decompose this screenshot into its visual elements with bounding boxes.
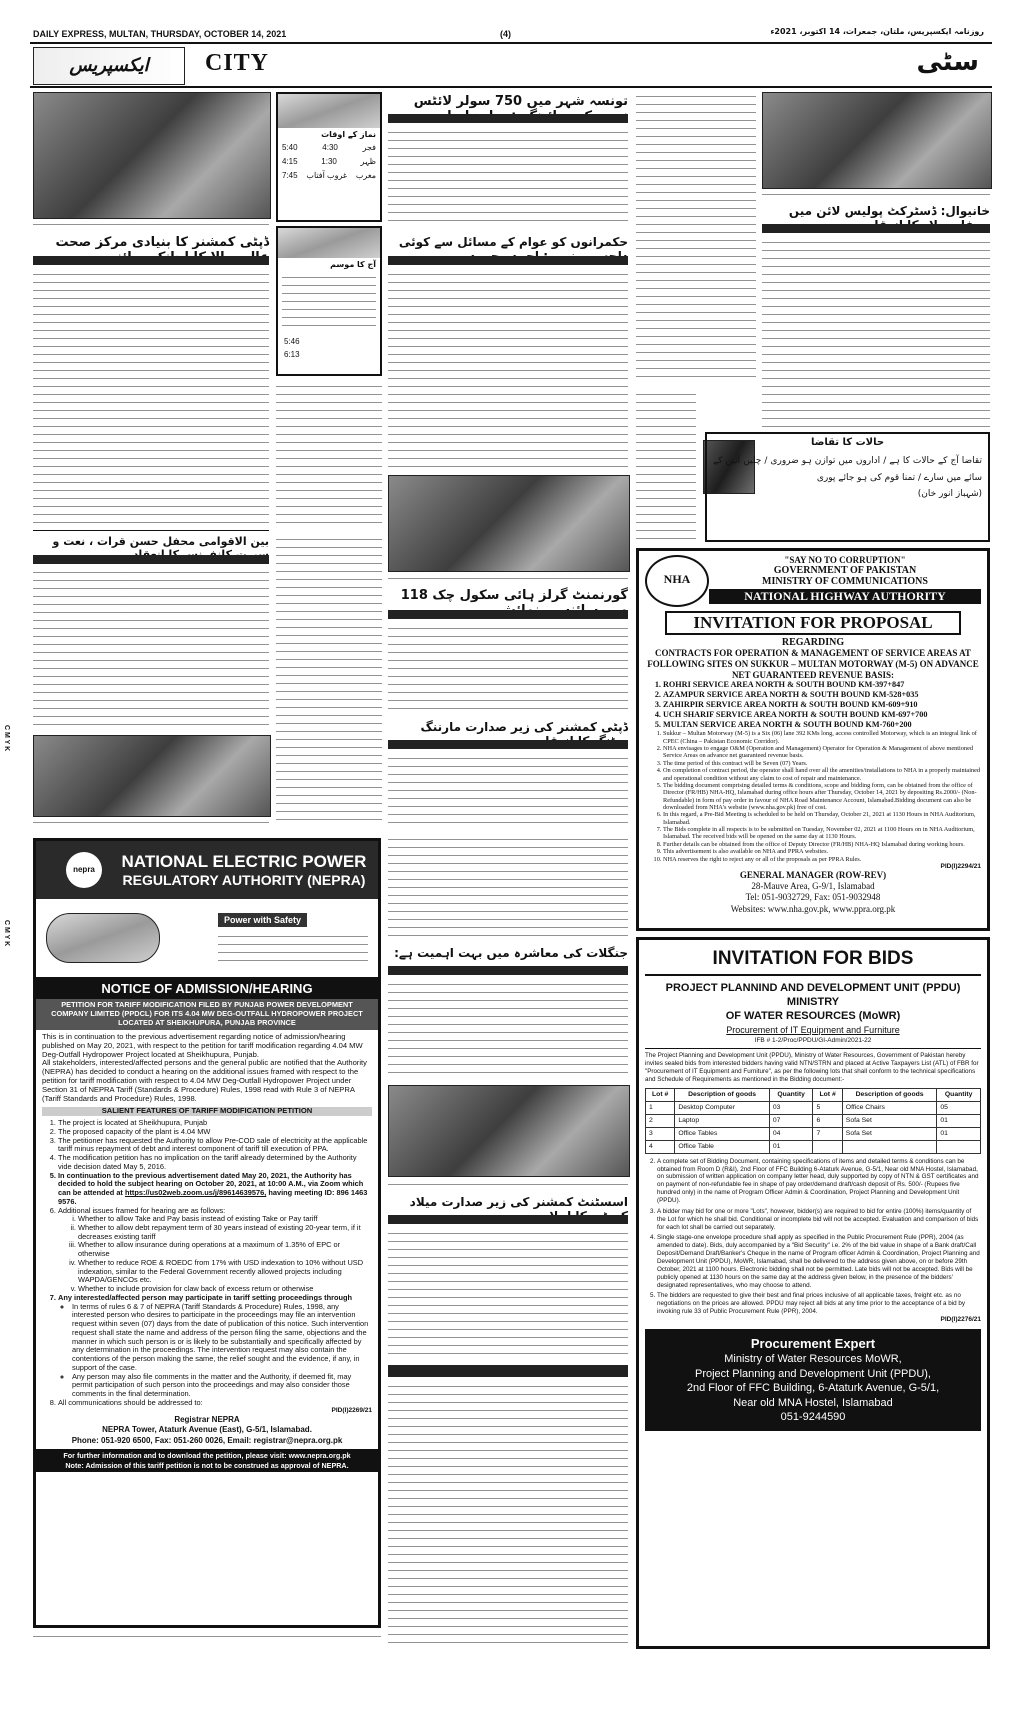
table-row: 3 Office Tables 04 7 Sofa Set 01 [646, 1127, 981, 1140]
prayer-times-box [276, 92, 382, 222]
dc-visit-body [33, 270, 269, 525]
more-stories [388, 1382, 628, 1644]
participation-bullet: ◦ In terms of rules 6 & 7 of NEPRA (Tariff Standards & Procedure) Rules, 1998, any interested person who desires to participate in the proceedings may file an intervention request within seven (07) days from the date of publication of this notice. Such intervention request shall state the name and address of the person filing the same, objections and the manner in which such person is or is likely to be substantially and specifically affected by any determination in the proceedings. The intervention request may also contain the contentions of the person making the same, the relief sought and the evidence, if any, in support of the case. [72, 1303, 372, 1373]
halaat-box [705, 432, 990, 542]
salient-item: 1. The project is located at Sheikhupura, Punjab [58, 1119, 372, 1128]
prayer-row: 5:40 4:30 فجر [282, 143, 376, 152]
col-header: Lot # [646, 1088, 675, 1101]
photo-caption [388, 574, 628, 584]
nha-contracts: CONTRACTS FOR OPERATION & MANAGEMENT OF SERVICE AREAS AT FOLLOWING SITES ON SUKKUR – MULTAN MOTORWAY (M-5) ON ADVANCE NET GUARANTEED REVENUE BASIS: [647, 648, 979, 680]
weather-box [276, 226, 382, 376]
bids-footer-line: Ministry of Water Resources MoWR, [724, 1353, 902, 1366]
science-exhibition-headline: گورنمنٹ گرلز ہائی سکول چک 118 [400, 588, 628, 603]
halaat-poet: (شہباز انور خان) [917, 489, 982, 499]
col4-stories [636, 92, 756, 382]
nha-regarding: REGARDING [781, 637, 845, 648]
nha-address: 28-Mauve Area, G-9/1, Islamabad [751, 881, 875, 892]
table-row: 4 Office Table 01 [646, 1140, 981, 1153]
subhead-bar [388, 114, 628, 123]
nepra-urdu-slogan [46, 913, 160, 963]
bids-paragraphs [645, 1158, 981, 1316]
participation-bullet: ◦ Any person may also file comments in the matter and the Authority, if deemed fit, may permit participation of such person into the proceedings and may also consider those comments in the final determination. [72, 1373, 372, 1399]
nha-site: 3. ZAHIRPIR SERVICE AREA NORTH & SOUTH BOUND KM-609+910 [663, 700, 981, 710]
salient-item: 6. Additional issues framed for hearing are as follows: i. Whether to allow Take and Pay basis instead of existing Take or Pay tariff ii. Whether to allow debt repayment term of 30 years instead of existing 20-year term, if it decreases existing tariff iii. Whether to allow insurance during operations at a maximum of 1.35% of EPC or otherwise iv. Whether to reduce ROE & ROEDC from 17% with USD indexation to 10% without USD indexation, similar to the Federal Government recently allowed projects including WAPDA/GENCOs etc. v. Whether to include provision for claw back of excess return or otherwise [58, 1207, 372, 1294]
nha-authority: NATIONAL HIGHWAY AUTHORITY [709, 589, 981, 604]
milad-photo [762, 92, 992, 189]
bids-lots-table [645, 1088, 981, 1154]
nha-clause: 10. NHA reserves the right to reject any or all of the proposals as per PPRA Rules. [663, 856, 981, 863]
bids-org-1: PROJECT PLANNIND AND DEVELOPMENT UNIT (PPDU) MINISTRY [665, 982, 961, 1008]
table-row: 1 Desktop Computer 03 5 Office Chairs 05 [646, 1101, 981, 1114]
sub-issue: v. Whether to include provision for claw back of excess return or otherwise [78, 1285, 372, 1294]
subhead-bar [388, 1365, 628, 1377]
salient-item: 4. The modification petition has no implication on the tariff already determined by the Authority vide decision dated May 5, 2016. [58, 1154, 372, 1171]
conference-photo [33, 735, 271, 817]
nha-tel: Tel: 051-9032729, Fax: 051-9032948 [745, 892, 881, 903]
express-logo: ایکسپریس [33, 47, 185, 85]
nha-site: 4. UCH SHARIF SERVICE AREA NORTH & SOUTH BOUND KM-697+700 [663, 710, 981, 720]
nha-gm: GENERAL MANAGER (ROW-REV) [739, 869, 887, 880]
bids-footer-line: Near old MNA Hostel, Islamabad [733, 1396, 893, 1409]
sub-issue: ii. Whether to allow debt repayment term of 30 years instead of existing 20-year term, if it decreases existing tariff [78, 1224, 372, 1241]
nepra-footer-1: For further information and to download the petition, please visit: www.nepra.org.pk [63, 1451, 351, 1461]
police-milad-headline: خانیوال: ڈسٹرکٹ پولیس لائن میں [788, 204, 990, 218]
divider [33, 530, 269, 531]
bids-footer-line: Project Planning and Development Unit (PPDU), [694, 1367, 931, 1380]
registrar: Registrar NEPRA [174, 1415, 240, 1425]
forests-body [388, 980, 628, 1080]
group-photo [388, 475, 630, 572]
subhead-bar [388, 966, 628, 975]
intro-para-2: All stakeholders, interested/affected persons and the general public are notified that the Authority (NEPRA) has decided to conduct a hearing on the additional issues framed with respect to the petition for tariff modification with respect to 4.04 MW Deg-Outfall Hydropower Project under Section 31 of NEPRA Tariff (Standards & Procedure) Rules, 1998 read with Rule 3 of NEPRA (Tariff Standards and Procedure) Rules, 1998. [42, 1058, 367, 1104]
prayer-title: نماز کے اوقات [321, 130, 376, 139]
rulers-body [388, 270, 628, 470]
nha-advertisement [636, 548, 990, 931]
col-header: Quantity [769, 1088, 813, 1101]
nha-pid: PID(I)2294/21 [940, 862, 981, 870]
meeting-id: having meeting ID: 896 1463 9576. [58, 1188, 368, 1206]
prayer-row: 7:45 غروب آفتاب مغرب [282, 171, 376, 180]
bids-para: 5. The bidders are requested to give their best and final prices inclusive of all applicable taxes, freight etc. as no negotiations on the prices are allowed. PPDU may reject all bids at any time prior to the acceptance of a bid by invoking rule 33 of Public Procurement Rule (PPR), 2004. [657, 1292, 981, 1316]
nepra-address: NEPRA Tower, Ataturk Avenue (East), G-5/1, Islamabad. [102, 1425, 312, 1435]
nepra-advertisement [33, 838, 381, 1628]
sunset-time: 6:13 [284, 350, 300, 359]
bids-title: INVITATION FOR BIDS [645, 944, 981, 976]
section-title-en: CITY [205, 50, 270, 76]
mosque-image [278, 94, 380, 128]
morning-meeting-headline: ڈپٹی کمشنر کی زیر صدارت مارننگ [420, 720, 628, 734]
nha-clause: 6. In this regard, a Pre-Bid Meeting is scheduled to be held on Thursday, October 21, 2021 at 1130 Hours in NHA Auditorium, Islamabad. [663, 811, 981, 826]
power-with-safety: Power with Safety [218, 913, 307, 927]
salient-item: 5. In continuation to the previous advertisement dated May 20, 2021, the Authority has decided to hold the subject hearing on October 20, 2021, at 10:00 A.M., via Zoom which can be attended at https://us02web.zoom.us/j/89614639576, having meeting ID: 896 1463 9576. [58, 1172, 372, 1207]
petition-heading: PETITION FOR TARIFF MODIFICATION FILED BY PUNJAB POWER DEVELOPMENT COMPANY LIMITED (PPDCL) FOR ITS 4.04 MW DEG-OUTFALL HYDROPOWER PROJECT LOCATED AT SHEIKHUPURA, PUNJAB PROVINCE [36, 999, 378, 1030]
nha-clause: 8. Further details can be obtained from the office of Deputy Director (FR/HB) NHA-HQ Islamabad during working hours. [663, 841, 981, 848]
nha-clause: 2. NHA envisages to engage O&M (Operation and Management) Operator for Operation & Management of above mentioned Service Areas on advance net guaranteed revenue basis. [663, 745, 981, 760]
milad-committee-headline: اسسٹنٹ کمشنر کی زیر صدارت میلاد [409, 1195, 628, 1209]
nha-site: 5. MULTAN SERVICE AREA NORTH & SOUTH BOUND KM-760+200 [663, 720, 981, 730]
salient-item: 3. The petitioner has requested the Authority to allow Pre-COD sale of electricity at the applicable tariff minus repayment of debt and interest component of tariff till execution of PPA. [58, 1137, 372, 1154]
bids-ifb: IFB # 1-2/Proc/PPDU/GI-Admin/2021-22 [754, 1037, 872, 1045]
nha-say-no: "SAY NO TO CORRUPTION" [784, 555, 906, 565]
bids-pid: PID(I)2276/21 [940, 1316, 981, 1324]
prayer-row: 4:15 1:30 ظہر [282, 157, 376, 166]
col4-story-2 [636, 390, 696, 540]
bids-footer-title: Procurement Expert [750, 1336, 876, 1352]
notice-title: NOTICE OF ADMISSION/HEARING [36, 978, 378, 999]
bids-intro: The Project Planning and Development Unit (PPDU), Ministry of Water Resources, Government of Pakistan hereby invites sealed bids from interested bidders having valid NTN/STRN and placed at Active Taxpayers List (ATL) of FBR for "Procurement of IT Equipment and Furniture", as per the following lots that shall conform to the technical specifications and Schedule of Requirements as mentioned in the Bidding document:- [645, 1048, 981, 1083]
nha-clause: 5. The bidding document comprising detailed terms & conditions, scope and bidding form, can be obtained from the office of Director (FR/HB) NHA-HQ, Islamabad during office hours after Thursday, October 14, 2021 by depositing Rs.2000/- (Non-Refundable) in form of pay order in favour of NHA Road Maintenance Account, Islamabad.Bidding document can also be downloaded from NHA's website (www.nha.gov.pk) free of cost. [663, 782, 981, 811]
nha-clause: 9. This advertisement is also available on NHA and PPRA websites. [663, 848, 981, 855]
col-header: Description of goods [675, 1088, 770, 1101]
dc-visit-photo [33, 92, 271, 219]
bids-procurement: Procurement of IT Equipment and Furniture [726, 1025, 900, 1036]
photo-caption [762, 190, 990, 200]
salient-heading: SALIENT FEATURES OF TARIFF MODIFICATION PETITION [42, 1107, 372, 1116]
urdu-footnote [33, 1632, 381, 1644]
subhead-bar [33, 256, 269, 265]
left-dateline: DAILY EXPRESS, MULTAN, THURSDAY, OCTOBER 14, 2021 [33, 29, 287, 39]
sub-issue: iii. Whether to allow insurance during operations at a maximum of 1.35% of EPC or otherwise [78, 1241, 372, 1258]
subhead-bar [388, 740, 628, 749]
col2-story [276, 382, 382, 527]
right-dateline: روزنامہ ایکسپریس، ملتان، جمعرات، 14 اکتوبر، 2021ء [770, 27, 984, 36]
nha-clause: 3. The time period of this contract will be Seven (07) Years. [663, 760, 981, 767]
cmyk-mark-1: C M Y K [3, 725, 10, 752]
col2-story-2 [276, 535, 382, 825]
nha-web: Websites: www.nha.gov.pk, www.ppra.org.pk [730, 903, 896, 914]
salient-item: 2. The proposed capacity of the plant is 4.04 MW [58, 1128, 372, 1137]
bids-advertisement [636, 937, 990, 1649]
subhead-bar [388, 256, 628, 265]
salient-list [42, 1119, 372, 1407]
nha-clause: 7. The Bids complete in all respects is to be submitted on Tuesday, November 02, 2021 at 1100 Hours on in NHA Auditorium, Islamabad. The received bids will be opened on the same day at 1130 Hours. [663, 826, 981, 841]
sunrise-time: 5:46 [284, 337, 300, 346]
photo-caption [33, 220, 269, 230]
milad-committee-body [388, 1229, 628, 1359]
bids-footer-line: 2nd Floor of FFC Building, 6-Ataturk Avenue, G-5/1, [686, 1382, 940, 1395]
subhead-bar [388, 1215, 628, 1224]
page-number: (4) [500, 29, 511, 39]
nepra-contact: Phone: 051-920 6500, Fax: 051-260 0026, Email: registrar@nepra.org.pk [71, 1435, 343, 1445]
safety-text [218, 932, 368, 966]
bids-para: 2. A complete set of Bidding Document, containing specifications of items and detailed terms & conditions can be obtained from Room D (R&I), 2nd Floor of FFC Building 6-Ataturk Avenue, G-5/1, Near old MNA Hostel, Islamabad, on submission of written application on company letter head, duly supported by copy of NTN & GST certificates and on payment of non-refundable fee in shape of pay order/demand draft/cash deposit of Rs. 500/- (Rupees five hundred only) in the name of Program Officer Admin & Coordination, Project Planning and Development Unit (PPDU). [657, 1158, 981, 1205]
nha-invitation-title: INVITATION FOR PROPOSAL [665, 611, 961, 635]
subhead-bar [762, 224, 990, 233]
nepra-title-1: NATIONAL ELECTRIC POWER [121, 852, 367, 871]
naat-conference-headline: بین الاقوامی محفل حسن قرات ، نعت و [52, 535, 269, 548]
weather-body [282, 273, 376, 333]
weather-title: آج کا موسم [330, 260, 376, 269]
dc-visit-headline: ڈپٹی کمشنر کا بنیادی مرکز صحت [55, 235, 269, 250]
cloud-icon [278, 228, 380, 258]
science-body [388, 624, 628, 714]
col-header: Quantity [937, 1088, 981, 1101]
masthead-rule-bottom [30, 86, 992, 88]
col-header: Lot # [813, 1088, 842, 1101]
nha-sites-list [645, 680, 981, 730]
photo-caption [33, 818, 269, 828]
sub-issue: iv. Whether to reduce ROE & ROEDC from 17% with USD indexation to 10% without USD indexation, similar to the Federal Government recently allowed projects including WAPDA/GENCOs etc. [78, 1259, 372, 1285]
solar-lights-body [388, 128, 628, 228]
bids-org-2: OF WATER RESOURCES (MoWR) [725, 1009, 901, 1022]
intro-para: This is in continuation to the previous advertisement regarding notice of admission/hearing published on May 20, 2021, with respect to the petition for tariff modification regarding 4.04 MW Deg-Outfall Hydropower Project located at Sheikhupura, Punjab. [42, 1031, 363, 1059]
cmyk-mark-2: C M Y K [3, 920, 10, 947]
solar-lights-headline: تونسہ شہر میں 750 سولر لائٹس [413, 94, 628, 109]
sub-issue: i. Whether to allow Take and Pay basis instead of existing Take or Pay tariff [78, 1215, 372, 1224]
nha-ministry: MINISTRY OF COMMUNICATIONS [762, 576, 928, 587]
nha-govt: GOVERNMENT OF PAKISTAN [773, 565, 917, 576]
jalsa-story [388, 835, 628, 940]
bids-para: 3. A bidder may bid for one or more "Lots", however, bidder(s) are required to bid for entire (100%) items/quantity of the Lot for which he shall bid. Conditional or incomplete bid will not be accepted. Evaluation and comparison of bids for each lot shall be carried out separately. [657, 1208, 981, 1232]
zoom-link[interactable]: https://us02web.zoom.us/j/89614639576, [124, 1188, 267, 1198]
naat-conference-body [33, 568, 269, 728]
table-row: 2 Laptop 07 6 Sofa Set 01 [646, 1114, 981, 1127]
subhead-bar [33, 555, 269, 564]
halaat-poem: تقاضا آج کے حالات کا ہے / اداروں میں توازن ہو ضروری / چلیں آئین کے سائے میں سارے / تمنا قوم کی ہو جائے پوری [713, 456, 982, 483]
salient-item: 7. Any interested/affected person may participate in tariff setting proceedings through ◦ In terms of rules 6 & 7 of NEPRA (Tariff Standards & Procedure) Rules, 1998, any interested person who desires to participate in the proceedings may file an intervention request within seven (07) days from the date of publication of this notice. Such intervention request shall state the name and address of the person filing the same, objections and the manner in which such person is or is likely to be substantially and specifically affected by any determination in the proceedings. The intervention request may also contain the contentions of the person making the same, the relief sought and the evidence, if any, in support of the case. ◦ Any person may also file comments in the matter and the Authority, if deemed fit, may permit participation of such person into the proceedings and may also consider those comments in the final determination. [58, 1294, 372, 1399]
meeting-body [388, 754, 628, 824]
section-title-ur: سٹی [916, 47, 979, 77]
photo-caption [388, 1180, 628, 1190]
nha-clause: 4. On completion of contract period, the operator shall hand over all the amenities/installations to NHA in a properly maintained and operational condition without any claim to cost of repair and maintenance. [663, 767, 981, 782]
police-milad-body [762, 238, 990, 428]
nha-site: 2. AZAMPUR SERVICE AREA NORTH & SOUTH BOUND KM-528+035 [663, 690, 981, 700]
masthead-rule [30, 42, 992, 44]
nepra-pid: PID(I)2269/21 [331, 1407, 372, 1415]
forests-headline: جنگلات کی معاشرہ میں بہت اہمیت ہے: [394, 946, 628, 960]
nha-clause: 1. Sukkur – Multan Motorway (M-5) is a Six (06) lane 392 KMs long, access controlled Motorway, which is an integral link of CPEC (China – Pakistan Economic Corridor). [663, 730, 981, 745]
rulers-headline: حکمرانوں کو عوام کے مسائل سے کوئی [398, 235, 628, 249]
salient-item: 8. All communications should be addressed to: [58, 1399, 372, 1408]
nha-site: 1. ROHRI SERVICE AREA NORTH & SOUTH BOUND KM-397+847 [663, 680, 981, 690]
bids-para: 4. Single stage-one envelope procedure shall apply as specified in the Public Procurement Rule (PPR), 2004 (as amended to date). Bids, duly accompanied by a "Bid Security" i.e. 2% of the bid value in shape of a Bank draft/Call Deposit/Demand Draft/Banker's Cheque in the name of Program officer Admin & Coordination, Project Planning and Development Unit (PPDU), MoWR, Islamabad, shall be delivered to the address given above, on or before 29th October, 2021 at 1100 hours. Electronic bidding shall not be permitted. Late bids will not be accepted. Bids will be publicly opened at 1130 hours on the same day at the address given below, in the presence of the bidders' designated representatives, who may choose to attend. [657, 1234, 981, 1289]
subhead-bar [388, 610, 628, 619]
halaat-title: حالات کا تقاضا [810, 437, 885, 448]
nepra-logo: nepra [66, 852, 102, 888]
forests-photo [388, 1085, 630, 1177]
bids-footer-line: 051-9244590 [780, 1411, 846, 1424]
nha-logo: NHA [645, 555, 709, 607]
col-header: Description of goods [842, 1088, 937, 1101]
nepra-footer-2: Note: Admission of this tariff petition is not to be construed as approval of NEPRA. [65, 1460, 349, 1470]
nepra-title-2: REGULATORY AUTHORITY (NEPRA) [122, 872, 366, 888]
nha-clauses [645, 730, 981, 862]
